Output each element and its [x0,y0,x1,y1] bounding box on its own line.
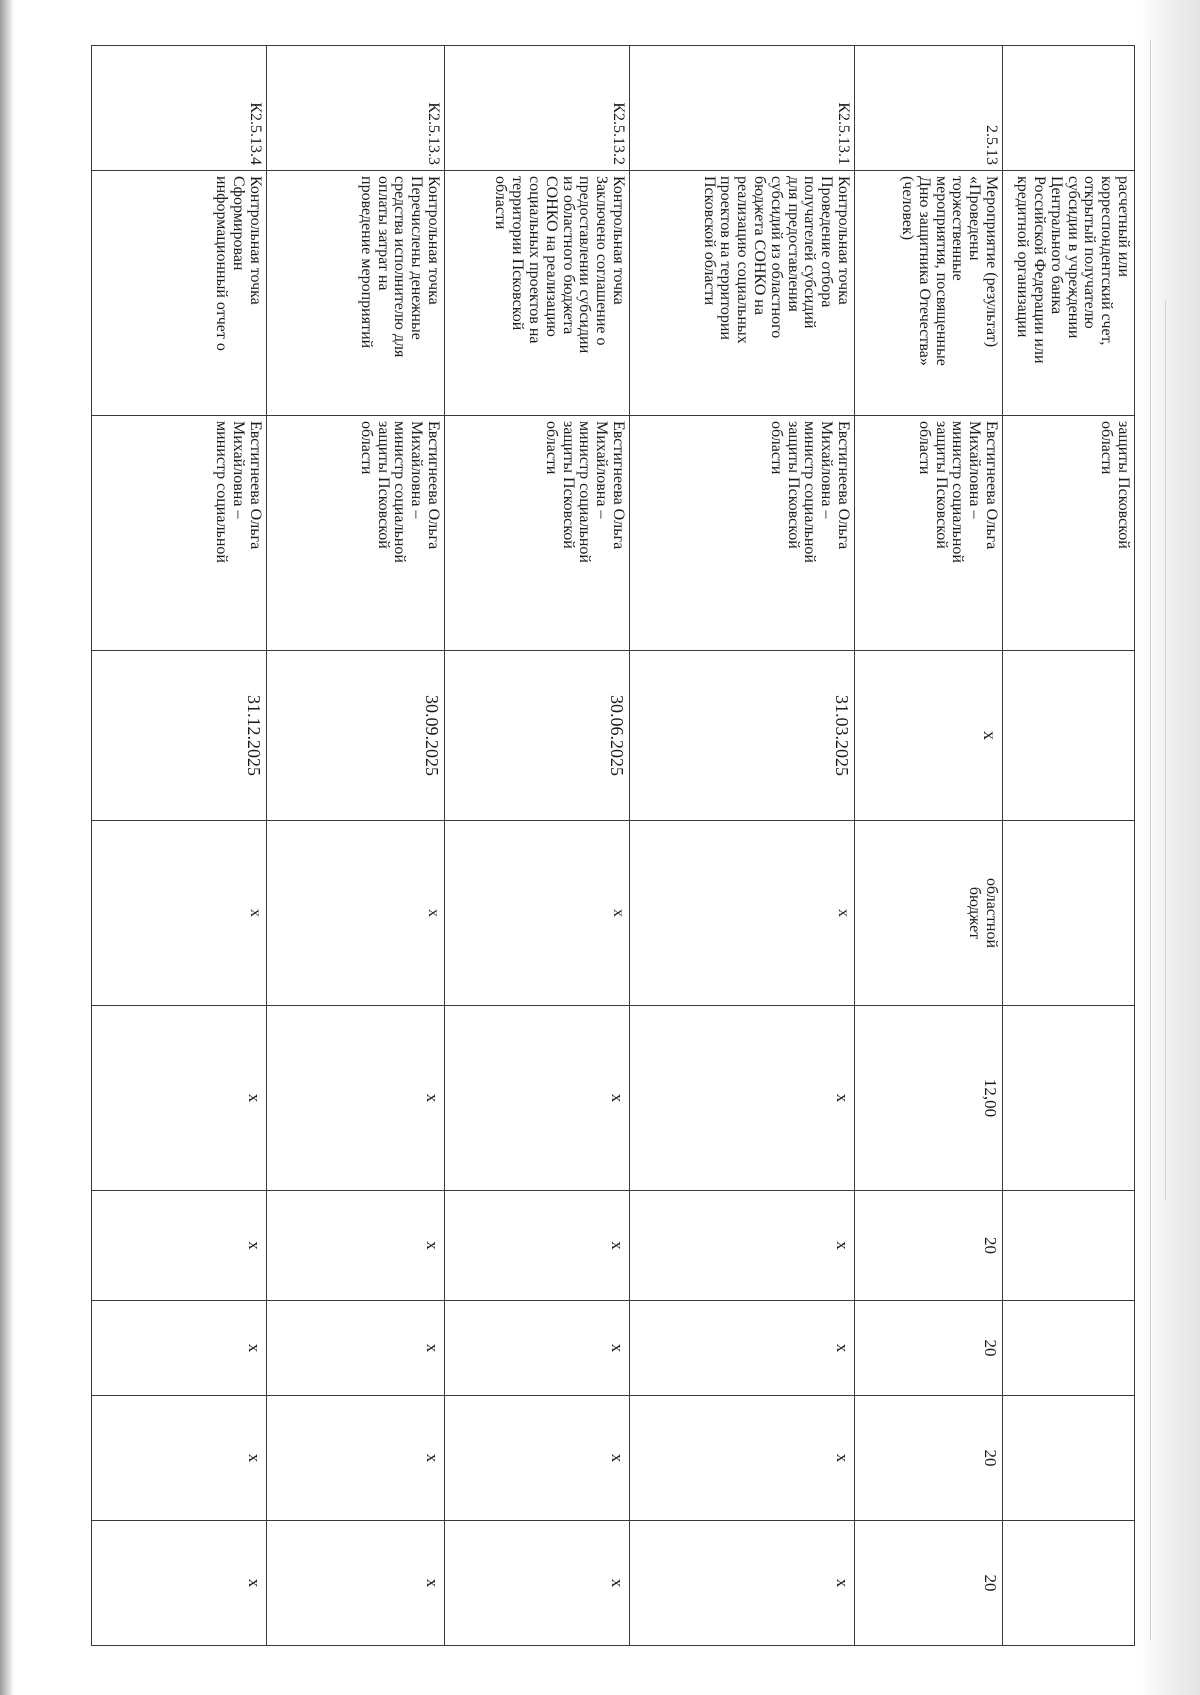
text-line: области [1098,421,1116,475]
cell-value-3 [630,1396,855,1521]
text-line: социальных проектов на [526,176,544,344]
text-line: бюджет [966,886,984,940]
cell-value: x [423,1241,442,1250]
text-line: СОНКО на реализацию [542,176,560,337]
text-line: Михайловна – [230,421,248,519]
cell-value-2 [267,1301,445,1396]
cell-num [445,46,630,171]
cell-value: x [833,1241,852,1250]
text-line: министр социальной [576,421,594,563]
cell-source [92,821,267,1006]
text-line: Заключено соглашение о [593,176,611,346]
cell-value-2 [92,1301,267,1396]
text-line: Евстигнеева Ольга [247,421,264,550]
text-line: проведение мероприятий [357,176,375,349]
cell-value-4 [92,1521,267,1646]
table-row-continuation [1003,46,1135,1646]
cell-value: К2.5.13.3 [425,102,442,165]
text-line: оплаты затрат на [374,176,392,291]
cell-source [445,821,630,1006]
cell-empty [1003,1396,1135,1521]
text-line: Евстигнеева Ольга [425,421,442,550]
cell-responsible-continuation [1003,416,1135,651]
cell-responsible [630,416,855,651]
text-line: защиты Псковской [559,421,577,549]
text-line: области [542,421,560,475]
cell-value: 20 [981,1237,1000,1254]
cell-responsible [92,416,267,651]
text-line: Евстигнеева Ольга [610,421,627,550]
cell-name [855,171,1003,416]
text-line: мероприятия, посвященные [932,176,950,366]
scan-artifact-line [1165,300,1166,1200]
text-line: торжественные [949,176,967,281]
cell-amount [267,1006,445,1191]
text-line: Михайловна – [818,421,836,519]
text-line: области [915,421,933,475]
cell-name [267,171,445,416]
cell-name [630,171,855,416]
text-line: x [425,909,442,917]
cell-source [630,821,855,1006]
text-line: Михайловна – [593,421,611,519]
cell-date [92,651,267,821]
cell-source [267,821,445,1006]
cell-date [855,651,1003,821]
cell-amount [92,1006,267,1191]
text-line: министр социальной [213,421,231,563]
text-line: Дню защитника Отечества» [915,176,933,366]
cell-value: x [245,1453,264,1463]
text-line: субсидий из областного [767,176,785,339]
table-row [267,46,445,1646]
text-line: субсидии в учреждении [1064,176,1082,339]
cell-value: 30.06.2025 [607,695,627,776]
cell-value-3 [267,1396,445,1521]
cell-value-4 [855,1521,1003,1646]
table-row [92,46,267,1646]
text-line: Евстигнеева Ольга [983,421,1000,550]
cell-value: 2.5.13 [983,125,1000,165]
text-line: информационный отчет о [213,176,231,351]
cell-num [92,46,267,171]
cell-num [855,46,1003,171]
cell-value: x [423,1453,442,1463]
text-line: «Проведены [966,176,984,261]
cell-responsible [855,416,1003,651]
text-line: областной [983,877,1000,949]
cell-value: x [608,1578,627,1588]
text-line: Контрольная точка [247,176,264,305]
text-line: Сформирован [230,176,248,271]
cell-value-1 [630,1191,855,1301]
cell-value: x [608,1093,627,1103]
cell-value: К2.5.13.2 [610,102,627,165]
cell-amount [630,1006,855,1191]
text-line: реализацию социальных [734,176,752,344]
text-line: (человек) [899,176,917,241]
text-line: Контрольная точка [610,176,627,305]
text-line: корреспондентский счет, [1098,176,1116,346]
cell-value-3 [855,1396,1003,1521]
text-line: x [247,909,264,917]
table-row [445,46,630,1646]
text-line: защиты Псковской [374,421,392,549]
cell-value: 12,00 [981,1078,1000,1118]
text-line: Михайловна – [966,421,984,519]
cell-value-4 [630,1521,855,1646]
text-line: области [492,176,510,230]
cell-empty [1003,1006,1135,1191]
cell-value: К2.5.13.4 [247,102,264,165]
cell-value-2 [855,1301,1003,1396]
text-line: Михайловна – [408,421,426,519]
cell-empty [1003,1521,1135,1646]
cell-num [1003,46,1135,171]
cell-source [855,821,1003,1006]
cell-recipient-continuation [1003,171,1135,416]
text-line: расчетный или [1115,176,1132,278]
cell-value: x [608,1343,627,1353]
text-line: Евстигнеева Ольга [835,421,852,550]
text-line: области [357,421,375,475]
cell-date [630,651,855,821]
text-line: x [835,909,852,917]
text-line: защиты Псковской [1115,421,1132,549]
cell-empty [1003,651,1135,821]
cell-value: x [980,731,1000,740]
cell-value: 31.03.2025 [832,695,852,776]
text-line: Российской Федерации или [1031,176,1049,364]
cell-date [267,651,445,821]
cell-date [445,651,630,821]
scan-edge-right [1140,0,1200,1695]
cell-num [630,46,855,171]
cell-value-1 [267,1191,445,1301]
cell-value: 31.12.2025 [244,695,264,776]
cell-value: x [245,1343,264,1353]
cell-value: 30.09.2025 [422,695,442,776]
text-line: получателей субсидий [801,176,819,329]
text-line: средства исполнителю для [391,176,409,358]
cell-value-2 [630,1301,855,1396]
text-line: открытый получателю [1081,176,1099,329]
cell-value: x [833,1343,852,1353]
text-line: министр социальной [391,421,409,563]
text-line: проектов на территории [717,176,735,340]
cell-value: x [608,1453,627,1463]
scan-edge-left [0,0,14,1695]
cell-responsible [445,416,630,651]
text-line: Проведение отбора [818,176,836,308]
cell-value: 20 [981,1339,1000,1357]
cell-value: x [423,1343,442,1353]
cell-value-2 [445,1301,630,1396]
text-line: Мероприятие (результат) [983,176,1000,348]
text-line: защиты Псковской [784,421,802,549]
cell-empty [1003,821,1135,1006]
text-line: области [767,421,785,475]
table-row [855,46,1003,1646]
cell-value: x [833,1453,852,1463]
text-line: Контрольная точка [425,176,442,305]
plan-table [91,45,1135,1646]
text-line: кредитной организации [1014,176,1032,338]
cell-empty [1003,1301,1135,1396]
cell-value: x [423,1093,442,1103]
cell-num [267,46,445,171]
cell-value-1 [445,1191,630,1301]
table-row [630,46,855,1646]
cell-value: x [423,1578,442,1588]
cell-amount [855,1006,1003,1191]
cell-value: x [833,1578,852,1588]
cell-value-1 [855,1191,1003,1301]
cell-name [445,171,630,416]
cell-value: 20 [981,1574,1000,1592]
cell-value: x [245,1093,264,1103]
text-line: для предоставления [784,176,802,312]
text-line: Центрального банка [1047,176,1065,315]
cell-value: x [833,1093,852,1103]
text-line: территории Псковской [509,176,527,331]
scan-artifact-line [1150,40,1151,1640]
text-line: защиты Псковской [932,421,950,549]
text-line: Псковской области [700,176,718,306]
cell-value: x [608,1241,627,1250]
text-line: бюджета СОНКО на [751,176,769,315]
cell-value: 20 [981,1449,1000,1467]
text-line: предоставлении субсидии [576,176,594,354]
rotated-document-page [85,45,1135,1645]
cell-responsible [267,416,445,651]
text-line: x [610,909,627,917]
cell-value: x [245,1578,264,1588]
text-line: Контрольная точка [835,176,852,305]
text-line: министр социальной [801,421,819,563]
cell-value-4 [445,1521,630,1646]
text-line: Перечислены денежные [408,176,426,340]
cell-value-3 [92,1396,267,1521]
cell-value: К2.5.13.1 [835,102,852,165]
cell-amount [445,1006,630,1191]
cell-value-1 [92,1191,267,1301]
cell-empty [1003,1191,1135,1301]
cell-name [92,171,267,416]
text-line: министр социальной [949,421,967,563]
text-line: из областного бюджета [559,176,577,335]
cell-value: x [245,1241,264,1250]
cell-value-3 [445,1396,630,1521]
cell-value-4 [267,1521,445,1646]
